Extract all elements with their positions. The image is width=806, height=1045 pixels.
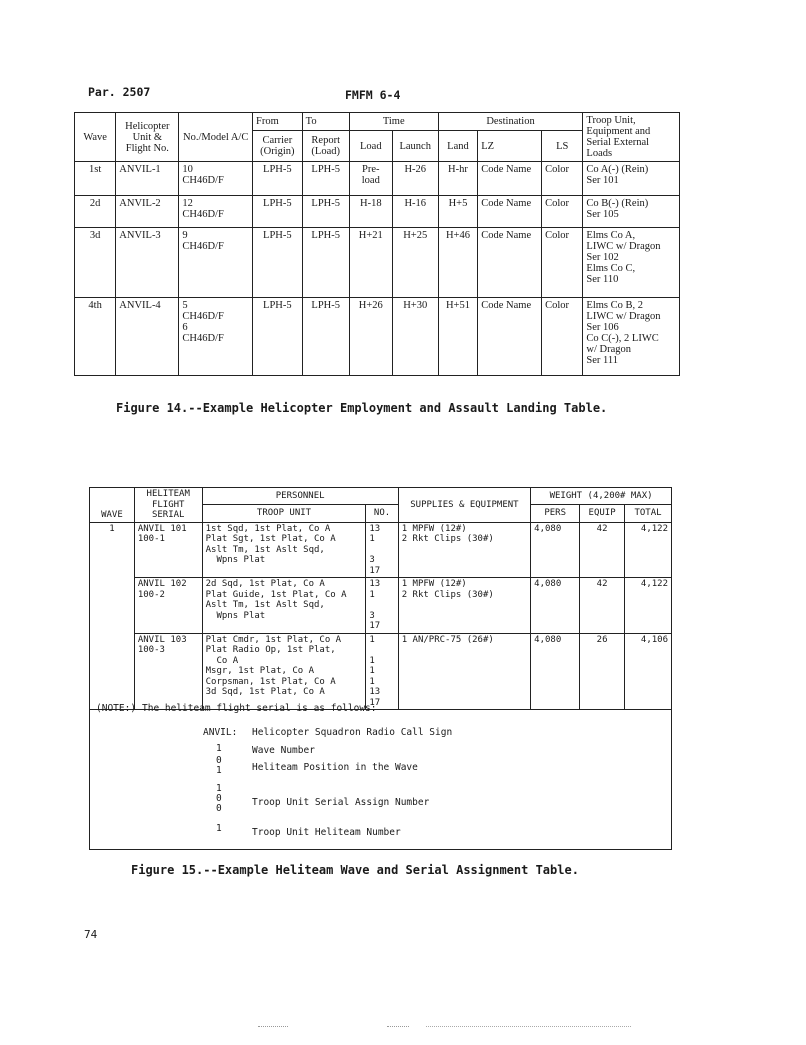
cell-launch: H-26 [392,162,438,196]
document-id: FMFM 6-4 [345,88,401,102]
cell-helicopter: ANVIL-1 [116,162,179,196]
cell-model: 5 CH46D/F 6 CH46D/F [179,298,253,376]
cell-supplies: 1 AN/PRC-75 (26#) [398,633,530,710]
cell-report: LPH-5 [302,298,349,376]
col-equip: EQUIP [580,505,625,522]
scan-artifact [258,1026,288,1027]
table-row [75,196,680,228]
col-pers: PERS [531,505,580,522]
cell-equip: 26 [580,633,625,710]
cell-carrier: LPH-5 [253,228,303,298]
note-anvil-key: ANVIL: [203,727,238,738]
cell-load: H-18 [349,196,392,228]
cell-pers: 4,080 [531,522,580,578]
serial-note [89,694,672,850]
col-destination: Destination [438,113,583,131]
cell-equip: 42 [580,522,625,578]
col-personnel: PERSONNEL [202,488,398,505]
cell-land: H-hr [438,162,478,196]
cell-model: 12 CH46D/F [179,196,253,228]
note-label: (NOTE:) [96,703,137,714]
col-lz: LZ [478,131,542,162]
col-weight: WEIGHT (4,200# MAX) [531,488,672,505]
cell-ls: Color [542,228,583,298]
col-carrier: Carrier (Origin) [253,131,303,162]
cell-helicopter: ANVIL-4 [116,298,179,376]
cell-total: 4,106 [625,633,672,710]
cell-carrier: LPH-5 [253,162,303,196]
table-row [90,578,672,634]
scan-artifact [387,1026,409,1027]
cell-no: 1 1 1 1 13 17 [366,633,398,710]
col-time: Time [349,113,438,131]
cell-launch: H+25 [392,228,438,298]
col-troop-unit: Troop Unit, Equipment and Serial External Loads [583,113,680,162]
cell-no: 13 1 3 17 [366,578,398,634]
cell-total: 4,122 [625,522,672,578]
page-number: 74 [84,928,98,941]
cell-ls: Color [542,298,583,376]
cell-troop: Co B(-) (Rein) Ser 105 [583,196,680,228]
cell-serial: ANVIL 102 100-2 [134,578,202,634]
figure-15-caption: Figure 15.--Example Heliteam Wave and Serial Assignment Table. [131,863,579,877]
cell-lz: Code Name [478,162,542,196]
note-digit: 0 1 [216,755,222,776]
cell-lz: Code Name [478,228,542,298]
cell-model: 9 CH46D/F [179,228,253,298]
cell-carrier: LPH-5 [253,196,303,228]
cell-load: H+26 [349,298,392,376]
cell-lz: Code Name [478,298,542,376]
col-troop-unit: TROOP UNIT [202,505,366,522]
cell-troop: Elms Co A, LIWC w/ Dragon Ser 102 Elms Co C, Ser 110 [583,228,680,298]
note-desc: Troop Unit Serial Assign Number [252,797,430,808]
col-load: Load [349,131,392,162]
cell-load: Pre- load [349,162,392,196]
heliteam-assignment-table [89,487,672,710]
helicopter-employment-table [74,112,680,376]
col-from: From [253,113,303,131]
col-no: NO. [366,505,398,522]
cell-launch: H-16 [392,196,438,228]
cell-launch: H+30 [392,298,438,376]
col-total: TOTAL [625,505,672,522]
cell-supplies: 1 MPFW (12#) 2 Rkt Clips (30#) [398,578,530,634]
cell-wave: 3d [75,228,116,298]
note-intro: The heliteam flight serial is as follows: [142,703,377,714]
cell-helicopter: ANVIL-3 [116,228,179,298]
cell-ls: Color [542,196,583,228]
col-helicopter: Helicopter Unit & Flight No. [116,113,179,162]
col-report: Report (Load) [302,131,349,162]
note-desc: Wave Number [252,745,315,756]
cell-no: 13 1 3 17 [366,522,398,578]
col-land: Land [438,131,478,162]
cell-report: LPH-5 [302,228,349,298]
col-ls: LS [542,131,583,162]
table-row [75,228,680,298]
col-wave: WAVE [90,488,135,523]
cell-lz: Code Name [478,196,542,228]
col-model: No./Model A/C [179,113,253,162]
cell-troop-unit: Plat Cmdr, 1st Plat, Co A Plat Radio Op, 1st Plat, Co A Msgr, 1st Plat, Co A Corpsman, 1st Plat, Co A 3d Sqd, 1st Plat, Co A [202,633,366,710]
cell-wave: 2d [75,196,116,228]
note-digit: 1 [216,743,222,754]
table-row [75,298,680,376]
cell-land: H+5 [438,196,478,228]
cell-troop-unit: 2d Sqd, 1st Plat, Co A Plat Guide, 1st Plat, Co A Aslt Tm, 1st Aslt Sqd, Wpns Plat [202,578,366,634]
note-desc: Heliteam Position in the Wave [252,762,418,773]
scan-artifact [426,1026,631,1027]
cell-load: H+21 [349,228,392,298]
note-desc: Troop Unit Heliteam Number [252,827,401,838]
cell-supplies: 1 MPFW (12#) 2 Rkt Clips (30#) [398,522,530,578]
cell-wave: 4th [75,298,116,376]
cell-land: H+51 [438,298,478,376]
note-anvil-desc: Helicopter Squadron Radio Call Sign [252,727,453,738]
cell-total: 4,122 [625,578,672,634]
cell-ls: Color [542,162,583,196]
note-digit: 1 [216,823,222,834]
figure-14-caption: Figure 14.--Example Helicopter Employment and Assault Landing Table. [116,401,608,415]
cell-troop: Co A(-) (Rein) Ser 101 [583,162,680,196]
table-row [90,522,672,578]
col-wave: Wave [75,113,116,162]
cell-pers: 4,080 [531,578,580,634]
cell-troop-unit: 1st Sqd, 1st Plat, Co A Plat Sgt, 1st Plat, Co A Aslt Tm, 1st Aslt Sqd, Wpns Plat [202,522,366,578]
cell-troop: Elms Co B, 2 LIWC w/ Dragon Ser 106 Co C(-), 2 LIWC w/ Dragon Ser 111 [583,298,680,376]
cell-equip: 42 [580,578,625,634]
col-supplies: SUPPLIES & EQUIPMENT [398,488,530,523]
cell-carrier: LPH-5 [253,298,303,376]
note-digit: 1 0 0 [216,783,222,814]
paragraph-ref: Par. 2507 [88,85,151,99]
table-row [75,162,680,196]
cell-helicopter: ANVIL-2 [116,196,179,228]
cell-pers: 4,080 [531,633,580,710]
cell-serial: ANVIL 103 100-3 [134,633,202,710]
cell-report: LPH-5 [302,196,349,228]
cell-wave: 1st [75,162,116,196]
cell-report: LPH-5 [302,162,349,196]
col-launch: Launch [392,131,438,162]
cell-land: H+46 [438,228,478,298]
col-serial: HELITEAM FLIGHT SERIAL [134,488,202,523]
cell-serial: ANVIL 101 100-1 [134,522,202,578]
col-to: To [302,113,349,131]
cell-wave: 1 [90,522,135,710]
cell-model: 10 CH46D/F [179,162,253,196]
